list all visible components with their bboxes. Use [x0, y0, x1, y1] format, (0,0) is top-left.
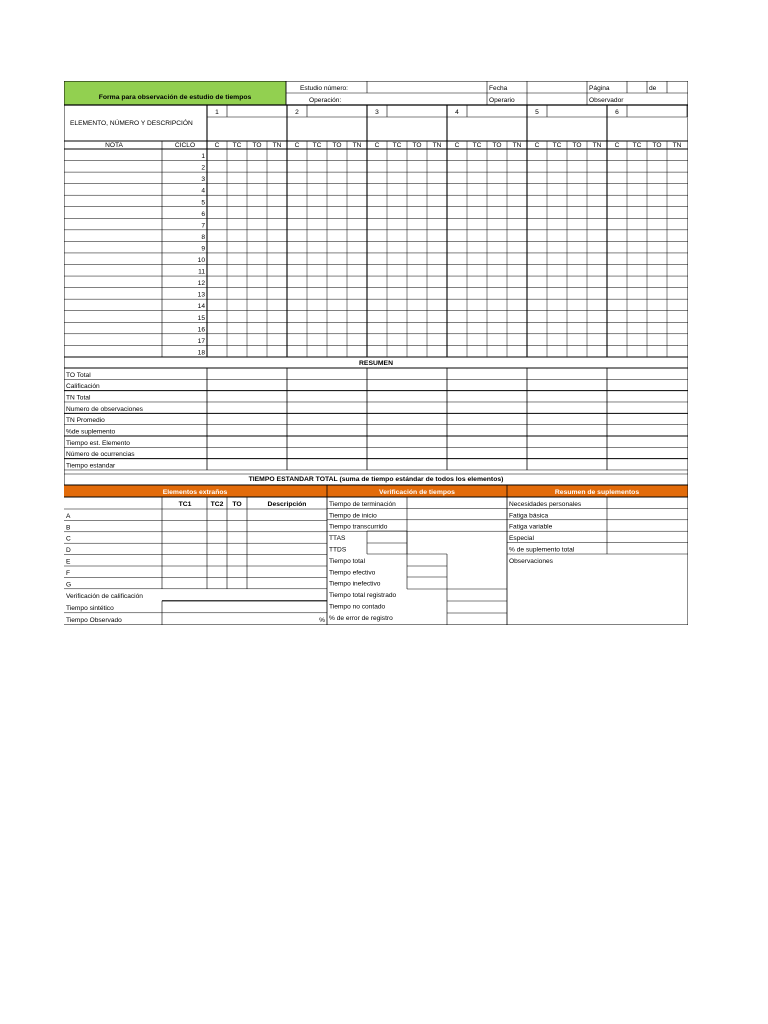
- sub-header: TO: [252, 142, 262, 149]
- sub-header: TC: [632, 142, 642, 149]
- cycle-number: 8: [201, 233, 205, 241]
- resumen-row-label: Numero de observaciones: [66, 405, 143, 413]
- cycle-number: 15: [197, 314, 205, 322]
- element-number: 2: [295, 109, 299, 116]
- sub-header: TC: [392, 142, 402, 149]
- pagina-label: Página: [589, 85, 610, 92]
- extraneous-row-label: B: [66, 524, 71, 532]
- cycle-number: 12: [197, 280, 205, 288]
- cycle-number: 2: [201, 164, 205, 172]
- sub-header: TC: [312, 142, 322, 149]
- extraneous-col-header: TO: [232, 501, 242, 508]
- resumen-row-label: %de suplemento: [66, 428, 116, 436]
- cycle-number: 17: [197, 337, 205, 345]
- sub-header: C: [614, 142, 620, 149]
- supplement-row-label: Fatiga básica: [509, 512, 549, 520]
- verification-row-label: TTDS: [329, 546, 347, 554]
- form-grid: [64, 81, 688, 625]
- time-study-form: [64, 81, 688, 625]
- supplements-title: Resumen de suplementos: [554, 489, 640, 496]
- extraneous-row-label: D: [66, 547, 71, 555]
- verification-row-label: Tiempo total: [329, 557, 366, 565]
- resumen-row-label: TN Promedio: [66, 417, 105, 425]
- cycle-number: 1: [201, 153, 205, 161]
- cycle-number: 9: [201, 245, 205, 253]
- extraneous-row-label: C: [66, 535, 71, 543]
- form-title: Forma para observación de estudio de tiempos: [98, 94, 252, 101]
- sub-header: TC: [472, 142, 482, 149]
- sub-header: C: [294, 142, 300, 149]
- sub-header: C: [454, 142, 460, 149]
- total-label: TIEMPO ESTANDAR TOTAL (suma de tiempo estándar de todos los elementos): [248, 476, 504, 483]
- cycle-number: 7: [201, 222, 205, 230]
- operacion-label: Operación:: [309, 97, 342, 104]
- verification-row-label: TTAS: [329, 535, 346, 543]
- nota-header: NOTA: [105, 142, 123, 149]
- extraneous-col-header: TC1: [178, 501, 192, 508]
- ciclo-header: CICLO: [174, 142, 196, 149]
- resumen-title: RESUMEN: [359, 360, 393, 367]
- verification-row-label: Tiempo transcurrido: [329, 523, 388, 531]
- supplement-row-label: % de suplemento total: [509, 546, 575, 554]
- resumen-row-label: TO Total: [66, 371, 91, 379]
- resumen-row-label: Calificación: [66, 383, 100, 391]
- sub-header: TN: [512, 142, 522, 149]
- tiempo-sintetico-label: Tiempo sintético: [66, 604, 114, 612]
- sub-header: TN: [432, 142, 442, 149]
- supplement-row-label: Fatiga variable: [509, 523, 553, 531]
- extraneous-col-header: Descripción: [267, 501, 307, 508]
- observador-label: Observador: [589, 97, 624, 104]
- cycle-number: 11: [198, 268, 205, 276]
- resumen-row-label: TN Total: [66, 394, 91, 402]
- fecha-label: Fecha: [489, 85, 508, 92]
- sub-header: TO: [652, 142, 662, 149]
- element-number: 1: [215, 109, 219, 116]
- elemento-label: ELEMENTO, NÚMERO Y DESCRIPCIÓN: [70, 120, 193, 127]
- supplement-row-label: Observaciones: [509, 557, 553, 565]
- form-title-cell: [64, 81, 286, 105]
- verification-row-label: Tiempo no contado: [329, 603, 386, 611]
- de-label: de: [649, 85, 657, 92]
- cycle-number: 6: [201, 210, 205, 218]
- extraneous-col-header: TC2: [210, 501, 224, 508]
- verif-calif-label: Verificación de calificación: [66, 592, 143, 600]
- extraneous-title: Elementos extraños: [162, 489, 228, 496]
- verification-row-label: Tiempo total registrado: [329, 592, 397, 600]
- supplement-row-label: Especial: [509, 535, 534, 543]
- verification-row-label: Tiempo de inicio: [329, 512, 377, 520]
- verification-row-label: Tiempo inefectivo: [329, 580, 381, 588]
- tiempo-observado-label: Tiempo Observado: [66, 616, 122, 624]
- element-number: 5: [535, 109, 539, 116]
- cycle-number: 3: [201, 176, 205, 184]
- resumen-row-label: Número de ocurrencias: [66, 451, 135, 459]
- sub-header: TN: [272, 142, 282, 149]
- sub-header: C: [214, 142, 220, 149]
- element-number: 6: [615, 109, 619, 116]
- extraneous-row-label: E: [66, 558, 71, 566]
- sub-header: C: [374, 142, 380, 149]
- cycle-number: 4: [201, 187, 205, 195]
- verification-title: Verificación de tiempos: [379, 489, 455, 496]
- verification-row-label: Tiempo efectivo: [329, 569, 376, 577]
- sub-header: TO: [412, 142, 422, 149]
- extraneous-row-label: G: [66, 581, 72, 589]
- verification-row-label: % de error de registro: [329, 614, 393, 622]
- cycle-number: 5: [201, 199, 205, 207]
- element-number: 3: [375, 109, 379, 116]
- sub-header: TN: [352, 142, 362, 149]
- percent-label: %: [319, 616, 325, 624]
- sub-header: TC: [552, 142, 562, 149]
- sub-header: TN: [672, 142, 682, 149]
- cycle-number: 16: [197, 326, 205, 334]
- sub-header: TC: [232, 142, 242, 149]
- extraneous-row-label: F: [66, 569, 71, 577]
- cycle-number: 14: [197, 303, 205, 311]
- cycle-number: 10: [197, 257, 205, 264]
- sub-header: C: [534, 142, 540, 149]
- cycle-number: 13: [197, 291, 205, 299]
- extraneous-row-label: A: [66, 512, 71, 520]
- verification-row-label: Tiempo de terminación: [329, 500, 396, 508]
- sub-header: TO: [492, 142, 502, 149]
- supplement-row-label: Necesidades personales: [509, 500, 582, 508]
- sub-header: TO: [332, 142, 342, 149]
- resumen-row-label: Tiempo est. Elemento: [66, 439, 130, 447]
- sub-header: TO: [572, 142, 582, 149]
- cycle-number: 18: [197, 349, 205, 357]
- estudio-numero-label: Estudio número:: [300, 85, 349, 92]
- resumen-row-label: Tiempo estandar: [66, 462, 116, 470]
- operario-label: Operario: [489, 97, 515, 104]
- element-number: 4: [455, 109, 459, 116]
- sub-header: TN: [592, 142, 602, 149]
